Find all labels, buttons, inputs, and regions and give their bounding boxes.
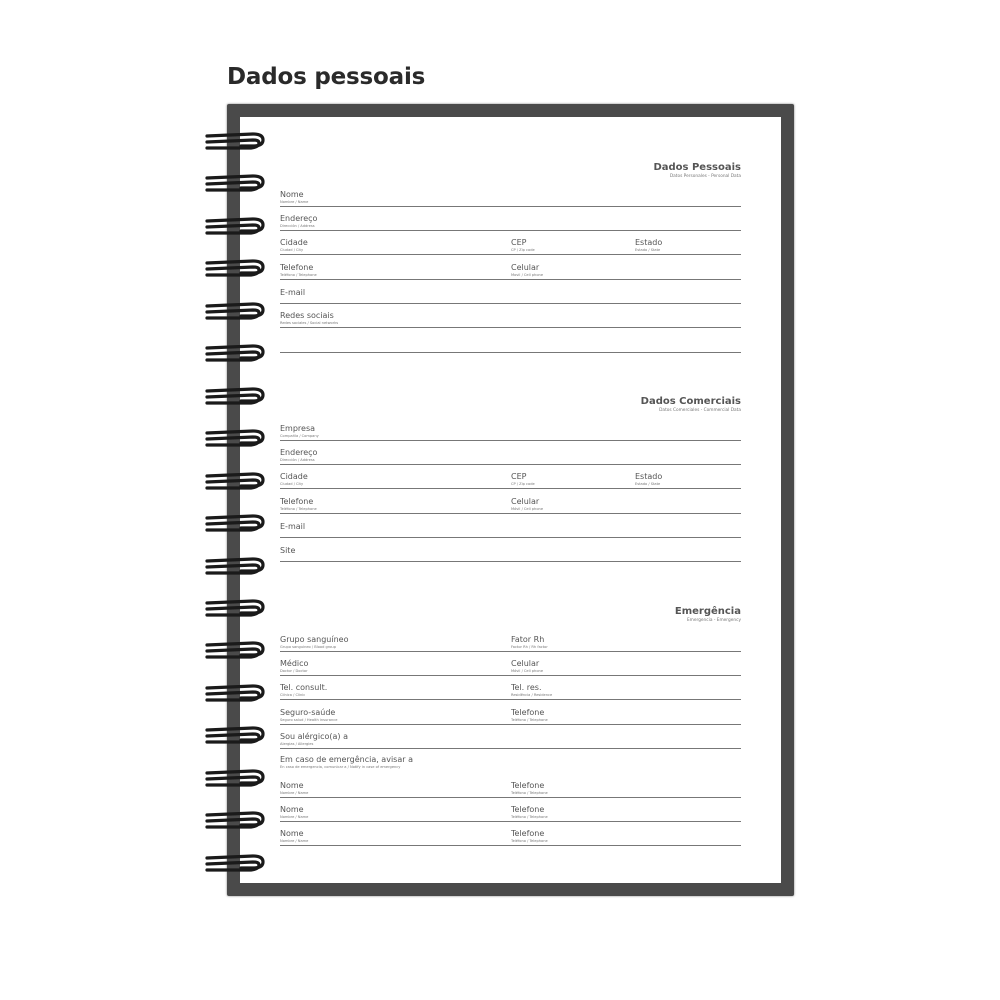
- notebook-page: [240, 117, 781, 883]
- field-label: Telefone: [511, 805, 545, 814]
- city-field: [280, 472, 308, 486]
- field-label: Celular: [511, 659, 540, 668]
- field-sublabel: Redes sociales / Social networks: [280, 321, 339, 325]
- mobile-field: [511, 263, 543, 277]
- emergency-contact-row[interactable]: [280, 771, 741, 798]
- personal-email-row[interactable]: [280, 277, 741, 304]
- name-field: [280, 190, 308, 204]
- spiral-coil-icon: [205, 637, 265, 661]
- field-sublabel: Alergias / Allergies: [280, 742, 314, 746]
- field-label: Telefone: [280, 263, 314, 272]
- blood-group-field: [280, 635, 348, 649]
- social-field: [280, 311, 338, 325]
- field-label: Telefone: [511, 708, 545, 717]
- contact-name-field: [280, 829, 308, 843]
- field-label: Celular: [511, 497, 540, 506]
- field-sublabel: Estado / State: [635, 482, 661, 486]
- personal-address-row[interactable]: [280, 204, 741, 231]
- personal-section-title: [653, 162, 741, 180]
- field-label: Estado: [635, 238, 663, 247]
- field-sublabel: Nombre / Name: [280, 839, 309, 843]
- field-label: Cidade: [280, 472, 308, 481]
- section-subtitle: Emergencia - Emergency: [686, 618, 741, 623]
- spiral-coil-icon: [205, 510, 265, 534]
- field-sublabel: Teléfono / Telephone: [511, 839, 548, 843]
- phone-field: [280, 263, 317, 277]
- commercial-email-row[interactable]: [280, 511, 741, 538]
- personal-name-row[interactable]: [280, 180, 741, 207]
- emergency-contact-row[interactable]: [280, 795, 741, 822]
- field-sublabel: Factor Rh / Rh factor: [511, 645, 548, 649]
- section-subtitle: Datos Comerciales - Commercial Data: [659, 408, 741, 413]
- personal-phone-row[interactable]: [280, 253, 741, 280]
- field-sublabel: Ciudad / City: [280, 482, 304, 486]
- state-field: [635, 472, 662, 486]
- zip-field: [511, 238, 535, 252]
- field-sublabel: En caso de emergencia, comunicar a / Notify in case of emergency: [280, 765, 401, 769]
- field-label: Endereço: [280, 214, 318, 223]
- company-field: [280, 424, 319, 438]
- spiral-coil-icon: [205, 553, 265, 577]
- emergency-doctor-row[interactable]: [280, 649, 741, 676]
- field-label: Telefone: [280, 497, 314, 506]
- spiral-coil-icon: [205, 255, 265, 279]
- field-sublabel: CP / Zip code: [511, 482, 535, 486]
- personal-city-row[interactable]: [280, 228, 741, 255]
- field-label: Cidade: [280, 238, 308, 247]
- zip-field: [511, 472, 535, 486]
- commercial-phone-row[interactable]: [280, 487, 741, 514]
- field-label: Telefone: [511, 829, 545, 838]
- field-sublabel: Nombre / Name: [280, 791, 309, 795]
- address-field: [280, 448, 317, 462]
- field-sublabel: Compañía / Company: [280, 434, 319, 438]
- spiral-coil-icon: [205, 722, 265, 746]
- allergy-field: [280, 732, 348, 746]
- phone-field: [511, 708, 548, 722]
- emergency-allergy-row[interactable]: [280, 722, 741, 749]
- emergency-section-title: [675, 606, 741, 624]
- field-sublabel: Teléfono / Telephone: [511, 815, 548, 819]
- field-sublabel: Grupo sanguineo / Blood group: [280, 645, 336, 649]
- field-label: Grupo sanguíneo: [280, 635, 349, 644]
- mobile-field: [511, 497, 543, 511]
- spiral-coil-icon: [205, 383, 265, 407]
- field-label: E-mail: [280, 288, 306, 297]
- field-sublabel: Teléfono / Telephone: [280, 507, 317, 511]
- contact-phone-field: [511, 781, 548, 795]
- contact-phone-field: [511, 805, 548, 819]
- spiral-coil-icon: [205, 340, 265, 364]
- field-label: Nome: [280, 190, 304, 199]
- field-label: Nome: [280, 781, 304, 790]
- field-sublabel: Ciudad / City: [280, 248, 304, 252]
- commercial-site-row[interactable]: [280, 535, 741, 562]
- field-sublabel: Teléfono / Telephone: [511, 718, 548, 722]
- mobile-field: [511, 659, 543, 673]
- spiral-coil-icon: [205, 680, 265, 704]
- field-sublabel: Dirección / Address: [280, 458, 315, 462]
- personal-extra-row[interactable]: [280, 326, 741, 353]
- section-title: Dados Comerciais: [640, 396, 741, 407]
- emergency-contact-row[interactable]: [280, 819, 741, 846]
- spiral-coil-icon: [205, 468, 265, 492]
- spiral-coil-icon: [205, 595, 265, 619]
- spiral-coil-icon: [205, 213, 265, 237]
- field-sublabel: Móvil / Cell phone: [511, 669, 544, 673]
- field-label: CEP: [511, 472, 527, 481]
- field-sublabel: Nombre / Name: [280, 200, 309, 204]
- field-label: Site: [280, 546, 296, 555]
- field-label: E-mail: [280, 522, 306, 531]
- spiral-coil-icon: [205, 298, 265, 322]
- phone-field: [280, 497, 317, 511]
- spiral-coil-icon: [205, 128, 265, 152]
- emergency-insurance-row[interactable]: [280, 698, 741, 725]
- field-sublabel: Nombre / Name: [280, 815, 309, 819]
- section-subtitle: Datos Personales - Personal Data: [669, 174, 741, 179]
- section-title: Emergência: [674, 606, 741, 617]
- field-sublabel: Clínica / Clinic: [280, 693, 306, 697]
- commercial-city-row[interactable]: [280, 462, 741, 489]
- doctor-field: [280, 659, 308, 673]
- field-sublabel: Móvil / Cell phone: [511, 507, 544, 511]
- field-sublabel: Doctor / Doctor: [280, 669, 308, 673]
- commercial-section-title: [641, 396, 741, 414]
- city-field: [280, 238, 308, 252]
- field-label: Tel. res.: [511, 683, 542, 692]
- field-label: Seguro-saúde: [280, 708, 336, 717]
- spiral-coil-icon: [205, 850, 265, 874]
- site-field: [280, 546, 295, 556]
- field-label: Estado: [635, 472, 663, 481]
- field-label: Sou alérgico(a) a: [280, 732, 348, 741]
- field-sublabel: Movil / Cell phone: [511, 273, 544, 277]
- field-sublabel: Estado / State: [635, 248, 661, 252]
- field-label: Fator Rh: [511, 635, 545, 644]
- contact-phone-field: [511, 829, 548, 843]
- field-label: Empresa: [280, 424, 316, 433]
- commercial-address-row[interactable]: [280, 438, 741, 465]
- insurance-field: [280, 708, 337, 722]
- field-label: Endereço: [280, 448, 318, 457]
- field-label: Celular: [511, 263, 540, 272]
- spiral-coil-icon: [205, 807, 265, 831]
- field-label: Nome: [280, 805, 304, 814]
- residence-phone-field: [511, 683, 552, 697]
- field-sublabel: Teléfono / Telephone: [511, 791, 548, 795]
- field-label: Médico: [280, 659, 309, 668]
- spiral-coil-icon: [205, 170, 265, 194]
- email-field: [280, 522, 305, 532]
- page-title: Dados pessoais: [227, 64, 426, 90]
- commercial-company-row[interactable]: [280, 414, 741, 441]
- contact-name-field: [280, 781, 308, 795]
- emergency-notify-heading: [280, 755, 413, 770]
- state-field: [635, 238, 662, 252]
- field-sublabel: Teléfono / Telephone: [280, 273, 317, 277]
- contact-name-field: [280, 805, 308, 819]
- field-sublabel: Residência / Residence: [511, 693, 553, 697]
- emergency-clinic-row[interactable]: [280, 673, 741, 700]
- field-label: Telefone: [511, 781, 545, 790]
- section-title: Dados Pessoais: [653, 162, 741, 173]
- address-field: [280, 214, 317, 228]
- field-sublabel: Dirección / Address: [280, 224, 315, 228]
- emergency-blood-row[interactable]: [280, 625, 741, 652]
- personal-social-row[interactable]: [280, 301, 741, 328]
- field-label: Em caso de emergência, avisar a: [280, 755, 413, 764]
- field-label: Redes sociais: [280, 311, 334, 320]
- field-label: Nome: [280, 829, 304, 838]
- spiral-coil-icon: [205, 765, 265, 789]
- field-label: Tel. consult.: [280, 683, 328, 692]
- spiral-coil-icon: [205, 425, 265, 449]
- rh-factor-field: [511, 635, 548, 649]
- field-sublabel: Seguro salud / Health insurance: [280, 718, 338, 722]
- field-sublabel: CP / Zip code: [511, 248, 535, 252]
- email-field: [280, 288, 305, 298]
- field-label: CEP: [511, 238, 527, 247]
- clinic-phone-field: [280, 683, 327, 697]
